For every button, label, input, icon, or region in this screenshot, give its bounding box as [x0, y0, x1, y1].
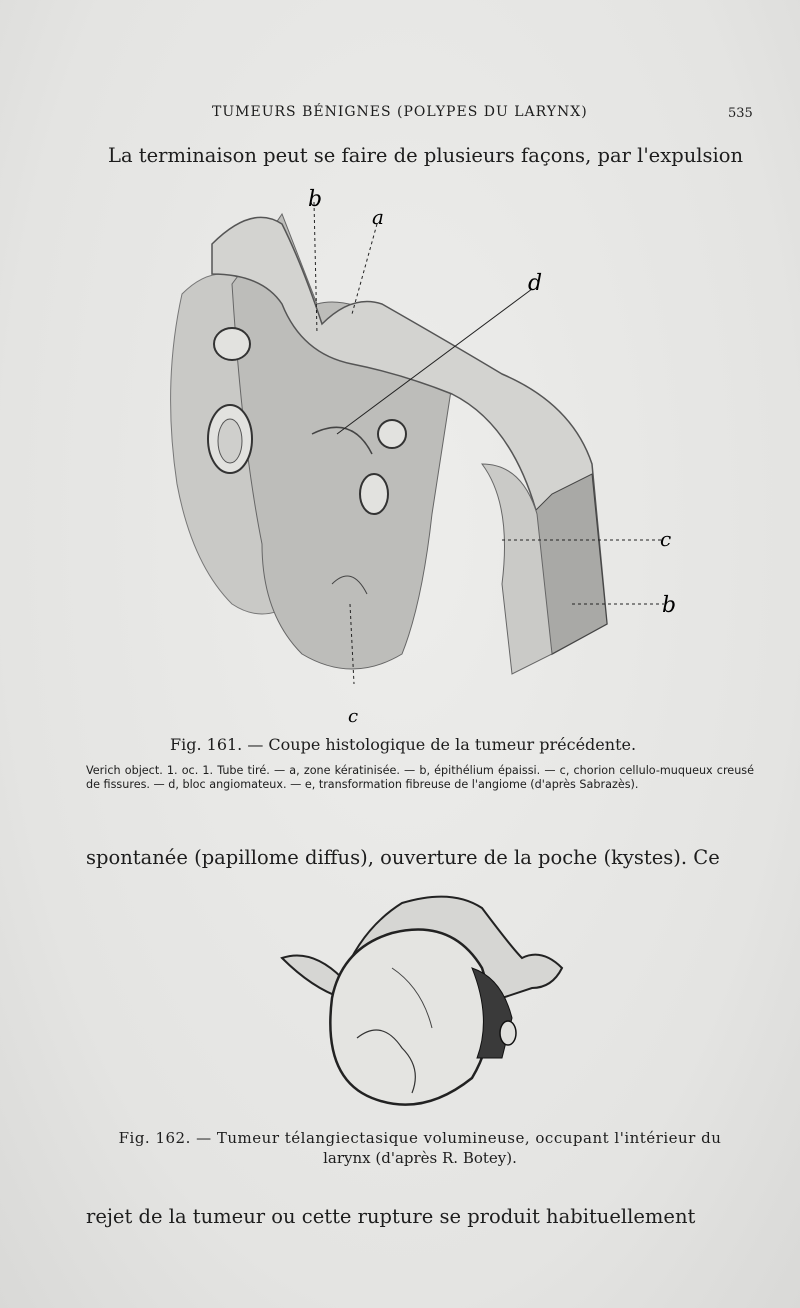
- figure-162-larynx-illustration: [272, 888, 572, 1118]
- label-d: d: [528, 271, 543, 296]
- body-text-line: rejet de la tumeur ou cette rupture se produit habituellement: [86, 1205, 696, 1228]
- figure-162-caption: [86, 1128, 754, 1168]
- label-b-top: b: [308, 187, 323, 212]
- label-c-right: c: [660, 527, 672, 551]
- label-a: a: [372, 205, 384, 229]
- figure-162-caption-line: larynx (d'après R. Botey).: [323, 1149, 517, 1167]
- page-number: 535: [728, 106, 753, 121]
- figure-161-caption: Fig. 161. — Coupe histologique de la tumeur précédente.: [170, 735, 637, 754]
- figure-161-legend: Verich object. 1. oc. 1. Tube tiré. — a, zone kératinisée. — b, épithélium épaissi. — c, chorion cellulo-muqueux creusé de fissures. — d, bloc angiomateux. — e, transformation fibreuse de l'angiome (d'après Sabrazès).: [86, 764, 754, 791]
- body-text-line: spontanée (papillome diffus), ouverture de la poche (kystes). Ce: [86, 846, 720, 869]
- label-c-bottom: c: [348, 706, 359, 724]
- figure-161-histology-illustration: [152, 184, 692, 724]
- running-head: TUMEURS BÉNIGNES (POLYPES DU LARYNX): [212, 104, 588, 120]
- label-b-right: b: [662, 593, 677, 618]
- body-text-line: La terminaison peut se faire de plusieurs façons, par l'expulsion: [108, 144, 744, 167]
- figure-162-caption-line: Fig. 162. — Tumeur télangiectasique volumineuse, occupant l'intérieur du: [118, 1129, 722, 1147]
